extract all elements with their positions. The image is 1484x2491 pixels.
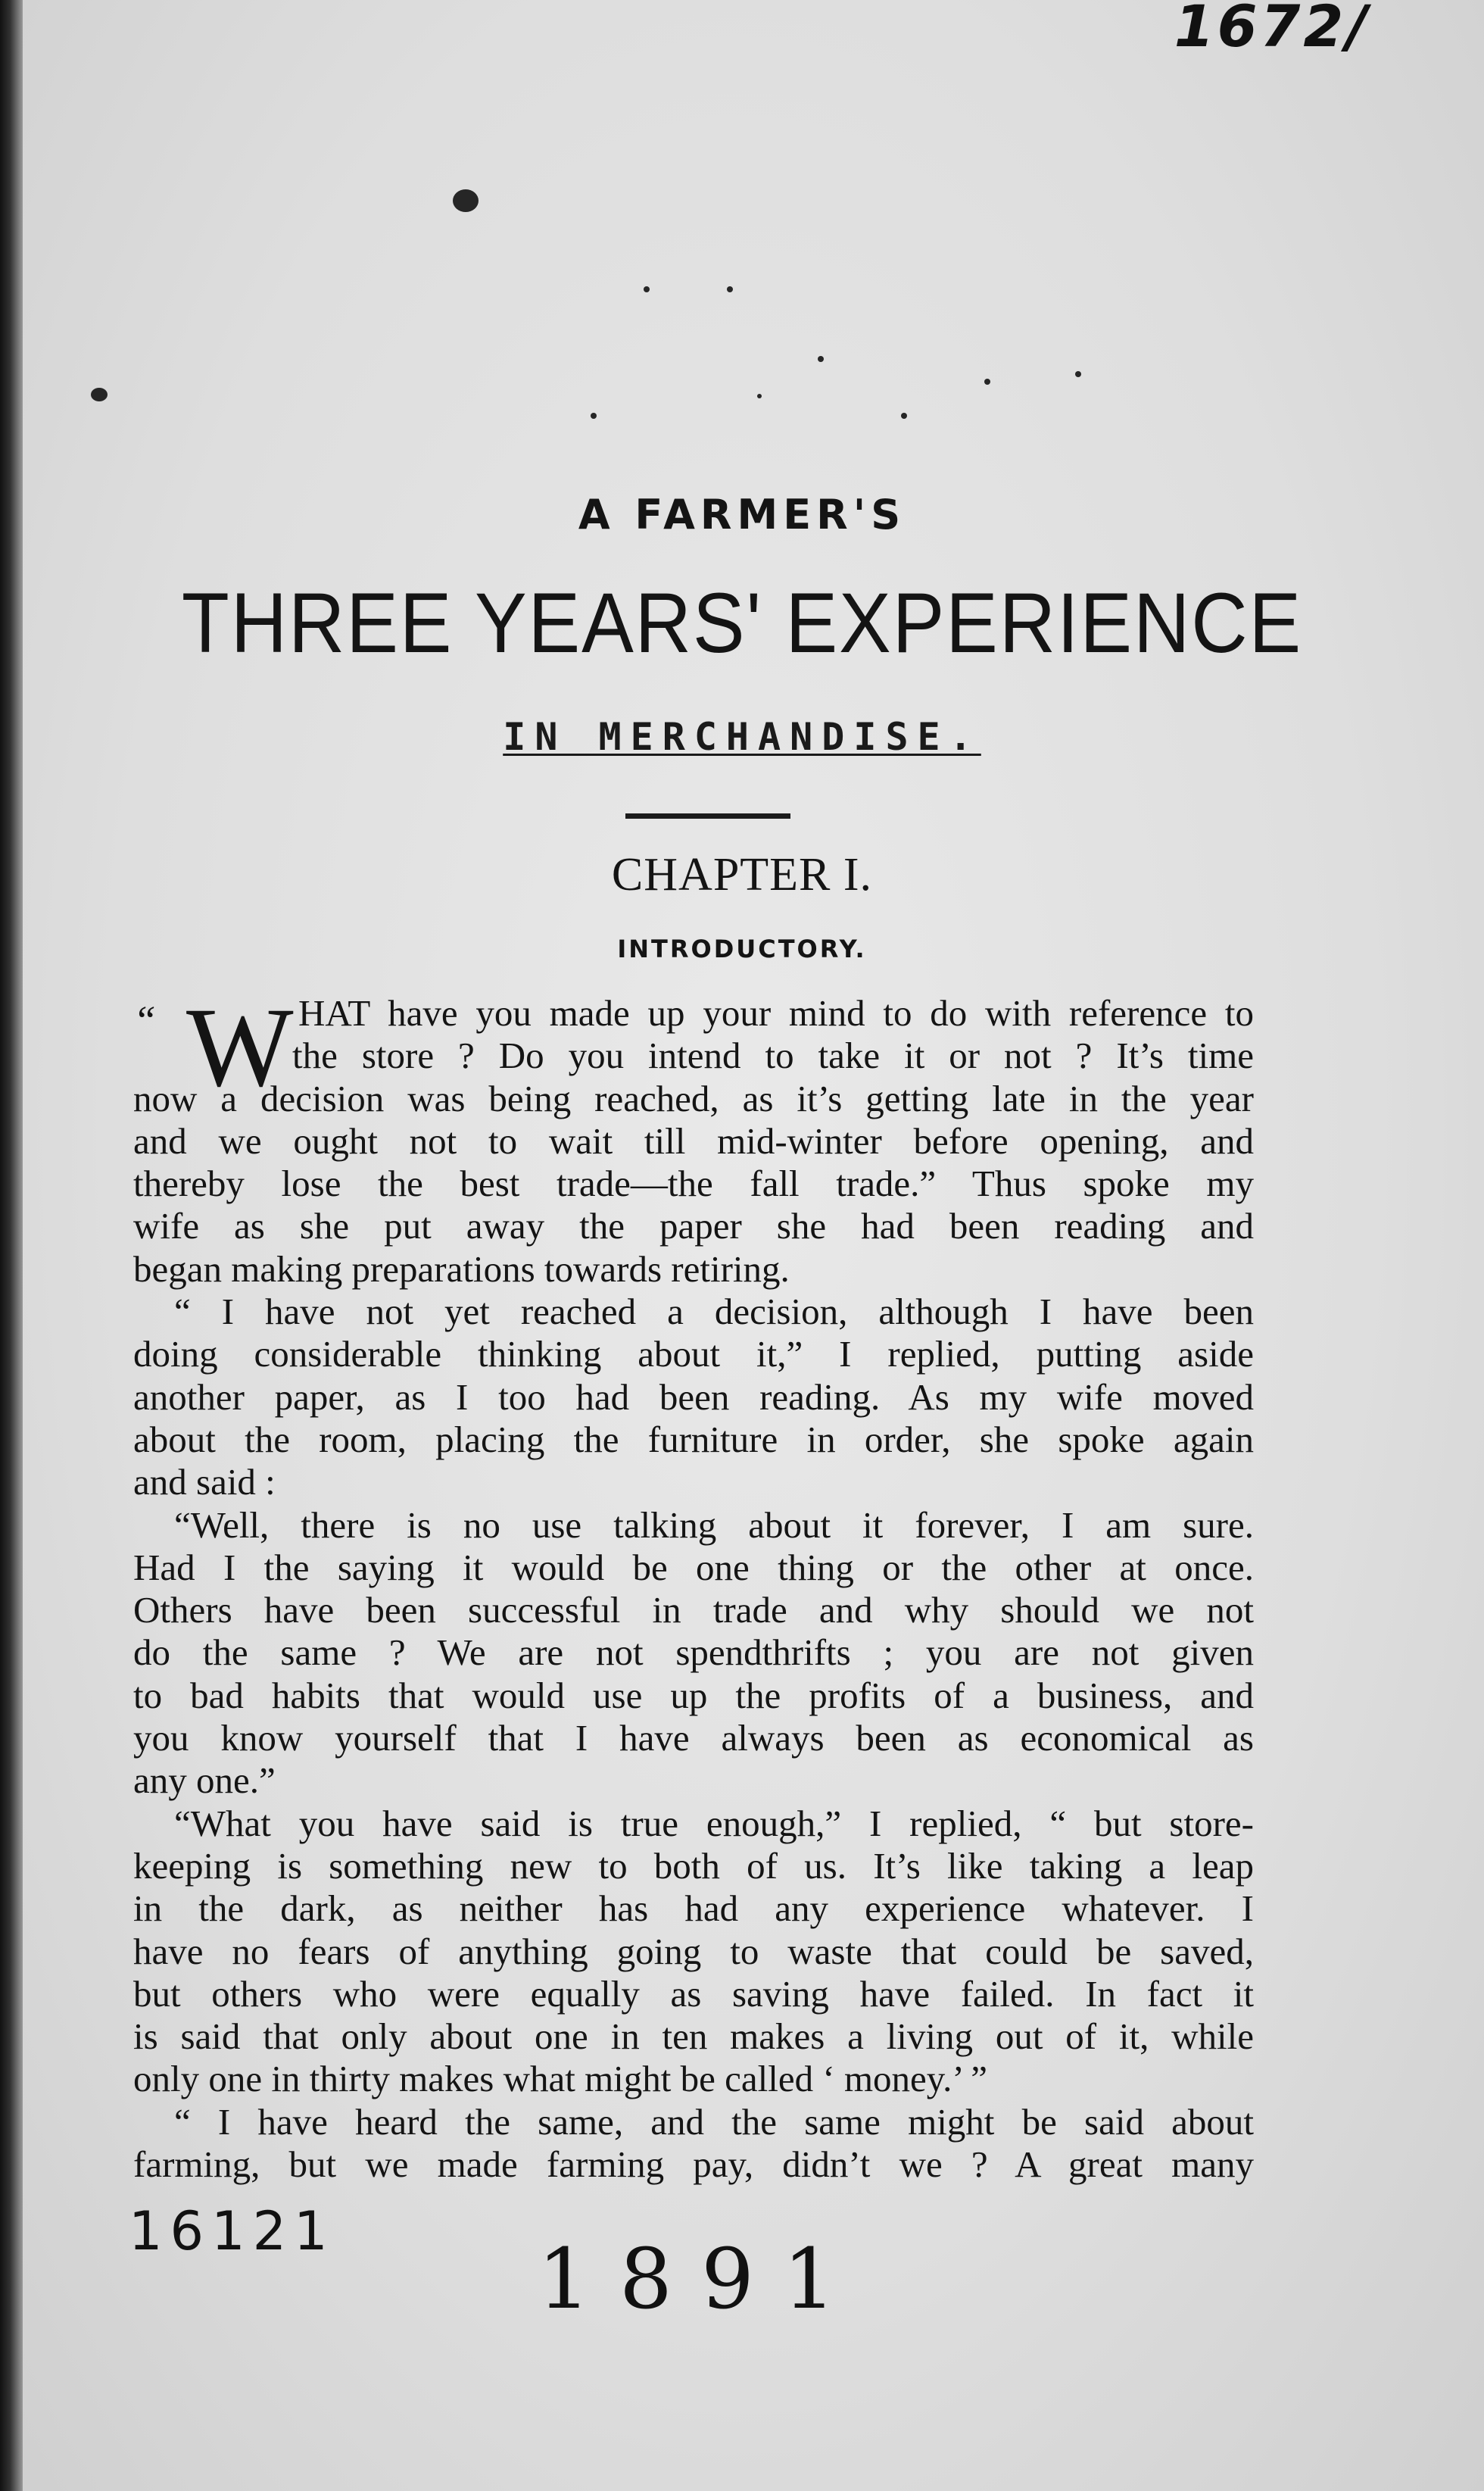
text-line: only one in thirty makes what might be called ‘ money.’ ” xyxy=(133,2058,988,2100)
text-line: now a decision was being reached, as it’s getting late in the year xyxy=(133,1077,1254,1119)
text-line: wife as she put away the paper she had been reading and xyxy=(133,1205,1254,1247)
text-line: the store ? Do you intend to take it or not ? It’s time xyxy=(292,1035,1254,1077)
text-line: “ I have heard the same, and the same might be said about xyxy=(174,2100,1254,2143)
text-line: but others who were equally as saving have failed. In fact it xyxy=(133,1972,1254,2015)
title-subtitle: IN MERCHANDISE. xyxy=(503,715,981,759)
page-edge-shadow xyxy=(0,0,23,2491)
text-line: began making preparations towards retiring. xyxy=(133,1247,790,1290)
text-line: do the same ? We are not spendthrifts ; you are not given xyxy=(133,1631,1254,1674)
text-line: another paper, as I too had been reading. As my wife moved xyxy=(133,1375,1254,1418)
text-line: Others have been successful in trade and why should we not xyxy=(133,1589,1254,1631)
opening-quote: “ xyxy=(133,997,157,1043)
text-line: is said that only about one in ten makes a living out of it, while xyxy=(133,2015,1254,2058)
paragraph-lines xyxy=(133,1035,1254,2186)
text-line: keeping is something new to both of us. It’s like taking a leap xyxy=(133,1844,1254,1887)
text-line: to bad habits that would use up the profits of a business, and xyxy=(133,1674,1254,1716)
text-line: and we ought not to wait till mid-winter before opening, and xyxy=(133,1119,1254,1162)
body-text xyxy=(133,985,1254,2186)
chapter-subheading: INTRODUCTORY. xyxy=(617,935,867,963)
drop-cap: W xyxy=(186,985,294,1110)
text-line: doing considerable thinking about it,” I replied, putting aside xyxy=(133,1333,1254,1375)
text-line: “ I have not yet reached a decision, although I have been xyxy=(174,1291,1254,1333)
text-line: thereby lose the best trade—the fall trade.” Thus spoke my xyxy=(133,1163,1254,1205)
title-divider xyxy=(625,813,790,819)
title-main: THREE YEARS' EXPERIENCE xyxy=(181,576,1303,670)
text-line: and said : xyxy=(133,1461,276,1503)
handwritten-number-bottom: 16121 xyxy=(129,2200,335,2262)
text-line: any one.” xyxy=(133,1759,276,1802)
text-line: in the dark, as neither has had any experience whatever. I xyxy=(133,1887,1254,1930)
chapter-heading: CHAPTER I. xyxy=(611,849,873,901)
first-line-text: HAT have you made up your mind to do with reference to xyxy=(298,992,1254,1034)
text-line: about the room, placing the furniture in order, she spoke again xyxy=(133,1418,1254,1460)
text-line: have no fears of anything going to waste that could be saved, xyxy=(133,1930,1254,1972)
title-kicker: A FARMER'S xyxy=(578,491,906,538)
handwritten-number-top: 1672/ xyxy=(1174,0,1370,60)
handwritten-year: 1891 xyxy=(538,2230,865,2327)
text-line: you know yourself that I have always been as economical as xyxy=(133,1717,1254,1759)
text-line: “Well, there is no use talking about it forever, I am sure. xyxy=(174,1503,1254,1546)
text-line: farming, but we made farming pay, didn’t we ? A great many xyxy=(133,2143,1254,2186)
text-line: “What you have said is true enough,” I replied, “ but store- xyxy=(174,1802,1254,1844)
text-line: Had I the saying it would be one thing or the other at once. xyxy=(133,1546,1254,1588)
